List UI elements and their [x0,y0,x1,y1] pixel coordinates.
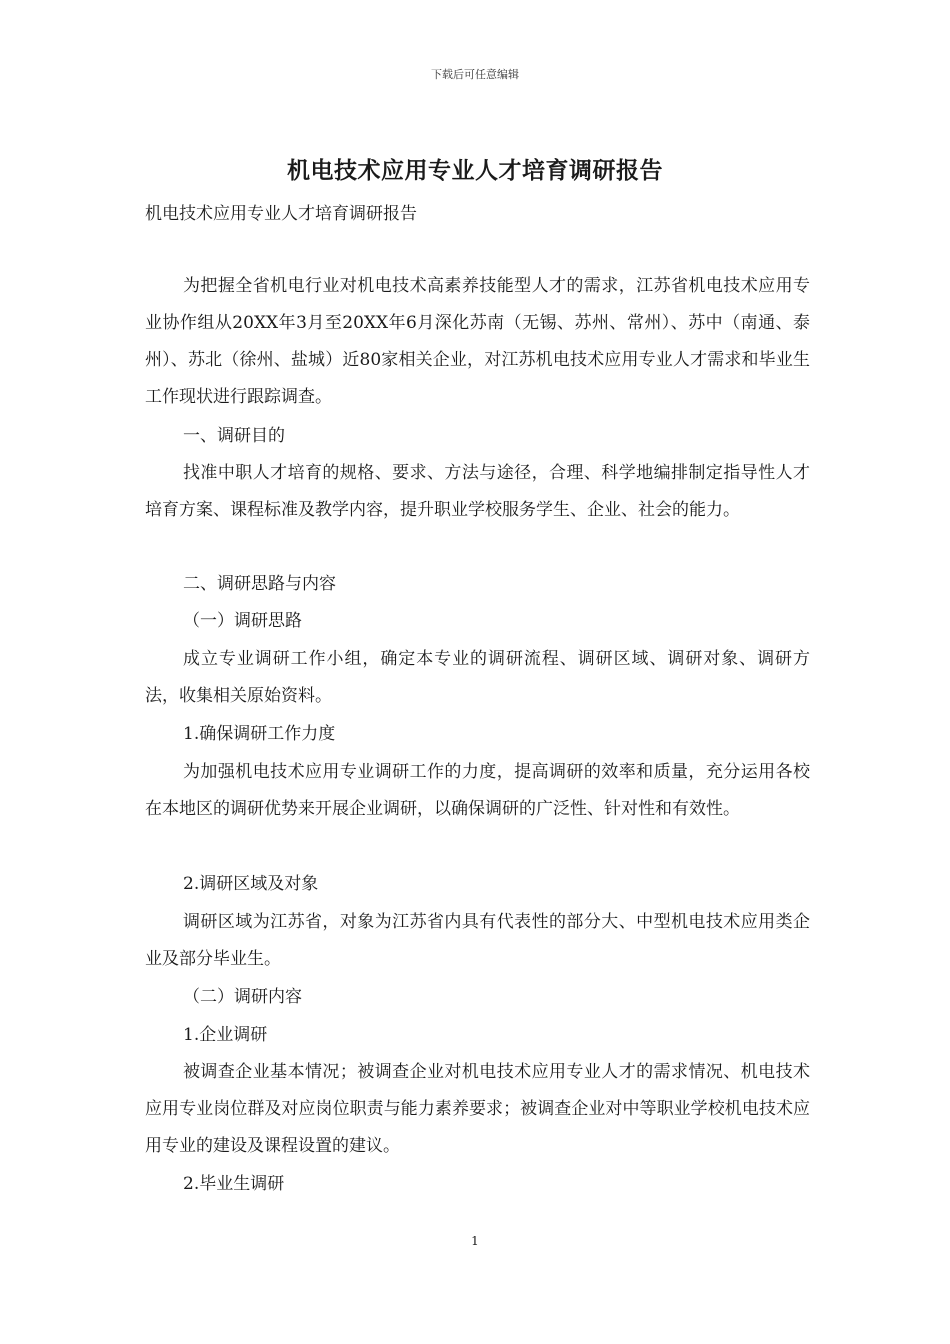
header-note: 下载后可任意编辑 [431,68,519,81]
item-heading-graduate: 2.毕业生调研 [183,1174,285,1194]
subsection-heading-approach: （一）调研思路 [183,611,302,631]
document-subtitle: 机电技术应用专业人才培育调研报告 [145,204,417,224]
subsection-heading-content: （二）调研内容 [183,987,302,1007]
paragraph-intro: 为把握全省机电行业对机电技术高素养技能型人才的需求，江苏省机电技术应用专业协作组从20XX年3月至20XX年6月深化苏南（无锡、苏州、常州）、苏中（南通、泰州）、苏北（徐州、盐城）近80家相关企业，对江苏机电技术应用专业人才需求和毕业生工作现状进行跟踪调查。 [145,276,810,407]
paragraph-purpose: 找准中职人才培育的规格、要求、方法与途径，合理、科学地编排制定指导性人才培育方案、课程标准及教学内容，提升职业学校服务学生、企业、社会的能力。 [145,463,810,520]
item-heading-enterprise: 1.企业调研 [183,1025,268,1045]
paragraph-approach: 成立专业调研工作小组，确定本专业的调研流程、调研区域、调研对象、调研方法，收集相关原始资料。 [145,649,810,706]
paragraph-enterprise: 被调查企业基本情况；被调查企业对机电技术应用专业人才的需求情况、机电技术应用专业岗位群及对应岗位职责与能力素养要求；被调查企业对中等职业学校机电技术应用专业的建设及课程设置的建议。 [145,1062,810,1156]
paragraph-item-2: 调研区域为江苏省，对象为江苏省内具有代表性的部分大、中型机电技术应用类企业及部分毕业生。 [145,912,810,969]
section-heading-purpose: 一、调研目的 [183,426,285,446]
item-heading-2: 2.调研区域及对象 [183,874,319,894]
document-title: 机电技术应用专业人才培育调研报告 [287,157,663,184]
section-heading-approach: 二、调研思路与内容 [183,574,336,594]
item-heading-1: 1.确保调研工作力度 [183,724,336,744]
paragraph-item-1: 为加强机电技术应用专业调研工作的力度，提高调研的效率和质量，充分运用各校在本地区的调研优势来开展企业调研，以确保调研的广泛性、针对性和有效性。 [145,762,810,819]
page-number: 1 [471,1234,479,1248]
